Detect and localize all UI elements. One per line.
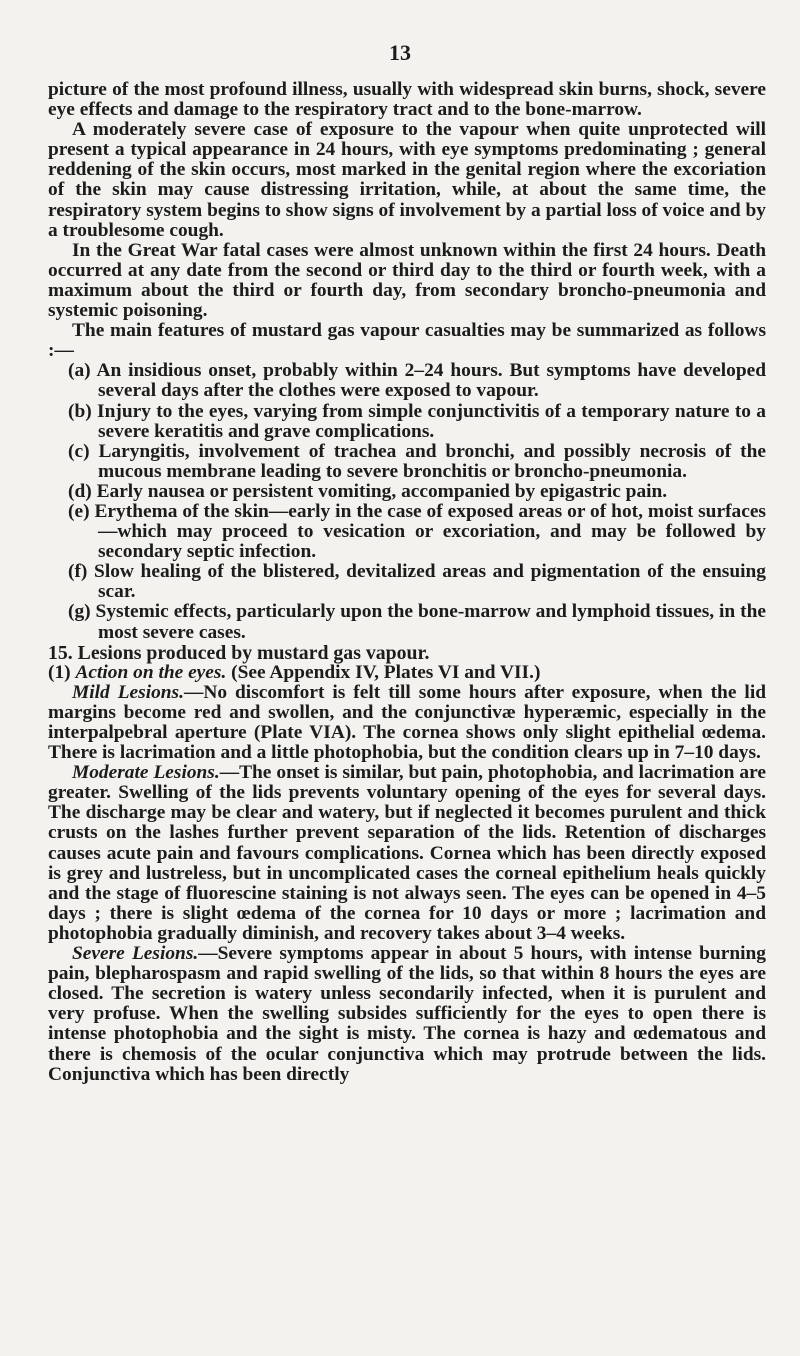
section-heading: 15. Lesions produced by mustard gas vapour. [48, 641, 430, 664]
paragraph-continuation: picture of the most profound illness, usually with widespread skin burns, shock, severe eye effects and damage to the respiratory tract and to the bone-marrow. [48, 79, 766, 121]
paragraph-moderate-case: A moderately severe case of exposure to the vapour when quite unprotected will present a typical appearance in 24 hours, with eye symptoms predominating ; general reddening of the skin occurs, most marked in the genital region where the excoriation of the skin may cause distressing irritation, while, at about the same time, the respiratory system begins to show signs of involvement by a partial loss of voice and by a troublesome cough. [48, 119, 766, 241]
paragraph-summary-intro: The main features of mustard gas vapour casualties may be summarized as follows :— [48, 320, 766, 362]
list-item [48, 482, 766, 502]
features-list [48, 361, 766, 642]
list-item-label: (c) [68, 440, 90, 462]
list-item [48, 502, 766, 562]
moderate-lesions-lead: Moderate Lesions. [72, 762, 220, 784]
list-item-label: (f) [68, 561, 88, 583]
list-item [48, 442, 766, 482]
list-item-text: Systemic effects, particularly upon the bone-marrow and lymphoid tissues, in the most severe cases. [95, 601, 766, 643]
list-item-label: (b) [68, 400, 92, 422]
list-item [48, 602, 766, 642]
list-item-text: An insidious onset, probably within 2–24 hours. But symptoms have developed several days after the clothes were exposed to vapour. [96, 360, 767, 402]
moderate-lesions-text: —The onset is similar, but pain, photophobia, and lacrimation are greater. Swelling of the lids prevents voluntary opening of the eyes for several days. The discharge may be clear and watery, but if neglected it becomes purulent and thick crusts on the lashes further prevent separation of the lids. Retention of discharges causes acute pain and favours complications. Cornea which has been directly exposed is grey and lustreless, but in uncomplicated cases the corneal epithelium heals quickly and the stage of fluorescine staining is not always seen. The eyes can be opened in 4–5 days ; there is slight œdema of the cornea for 10 days or more ; lacrimation and photophobia gradually diminish, and recovery takes about 3–4 weeks. [48, 762, 766, 944]
list-item-label: (d) [68, 480, 92, 502]
list-item-text: Injury to the eyes, varying from simple conjunctivitis of a temporary nature to a severe keratitis and grave complications. [97, 400, 766, 442]
list-item-text: Laryngitis, involvement of trachea and bronchi, and possibly necrosis of the mucous membrane leading to severe bronchitis or broncho-pneumonia. [98, 440, 766, 482]
severe-lesions-text: —Severe symptoms appear in about 5 hours, with intense burning pain, blepharospasm and rapid swelling of the lids, so that within 8 hours the eyes are closed. The secretion is watery unless secondarily infected, when it is purulent and very profuse. When the swelling subsides sufficiently for the eyes to open there is intense photophobia and the sight is misty. The cornea is hazy and œdematous and there is chemosis of the ocular conjunctiva which may protrude between the lids. Conjunctiva which has been directly [48, 943, 766, 1085]
paragraph-moderate-lesions [48, 763, 766, 944]
page-number: 13 [389, 40, 411, 65]
list-item-text: Early nausea or persistent vomiting, accompanied by epigastric pain. [96, 480, 668, 502]
list-item [48, 361, 766, 401]
list-item [48, 562, 766, 602]
list-item [48, 402, 766, 442]
paragraph-severe-lesions [48, 944, 766, 1085]
subsection-title: Action on the eyes. [75, 661, 227, 683]
subsection-reference: (See Appendix IV, Plates VI and VII.) [231, 661, 541, 683]
paragraph-great-war: In the Great War fatal cases were almost unknown within the first 24 hours. Death occurred at any date from the second or third day to the third or fourth week, with a maximum about the third or fourth day, from secondary broncho-pneumonia and systemic poisoning. [48, 239, 766, 322]
list-item-text: Erythema of the skin—early in the case of exposed areas or of hot, moist surfaces—which may proceed to vesication or excoriation, and may be followed by secondary septic infection. [94, 500, 766, 563]
mild-lesions-lead: Mild Lesions. [72, 681, 184, 703]
list-item-label: (e) [68, 500, 90, 522]
subsection-heading [48, 663, 766, 683]
list-item-label: (a) [68, 360, 91, 382]
list-item-label: (g) [68, 601, 91, 623]
severe-lesions-lead: Severe Lesions. [72, 943, 199, 965]
body-text [48, 80, 766, 1085]
mild-lesions-text: —No discomfort is felt till some hours after exposure, when the lid margins become red and swollen, and the conjunctivæ hyperæmic, especially in the interpalpebral aperture (Plate VIA). The cornea shows only slight epithelial œdema. There is lacrimation and a little photophobia, but the condition clears up in 7–10 days. [48, 681, 766, 764]
list-item-text: Slow healing of the blistered, devitalized areas and pigmentation of the ensuing scar. [94, 561, 766, 603]
subsection-label: (1) [48, 661, 71, 683]
paragraph-mild-lesions [48, 683, 766, 763]
